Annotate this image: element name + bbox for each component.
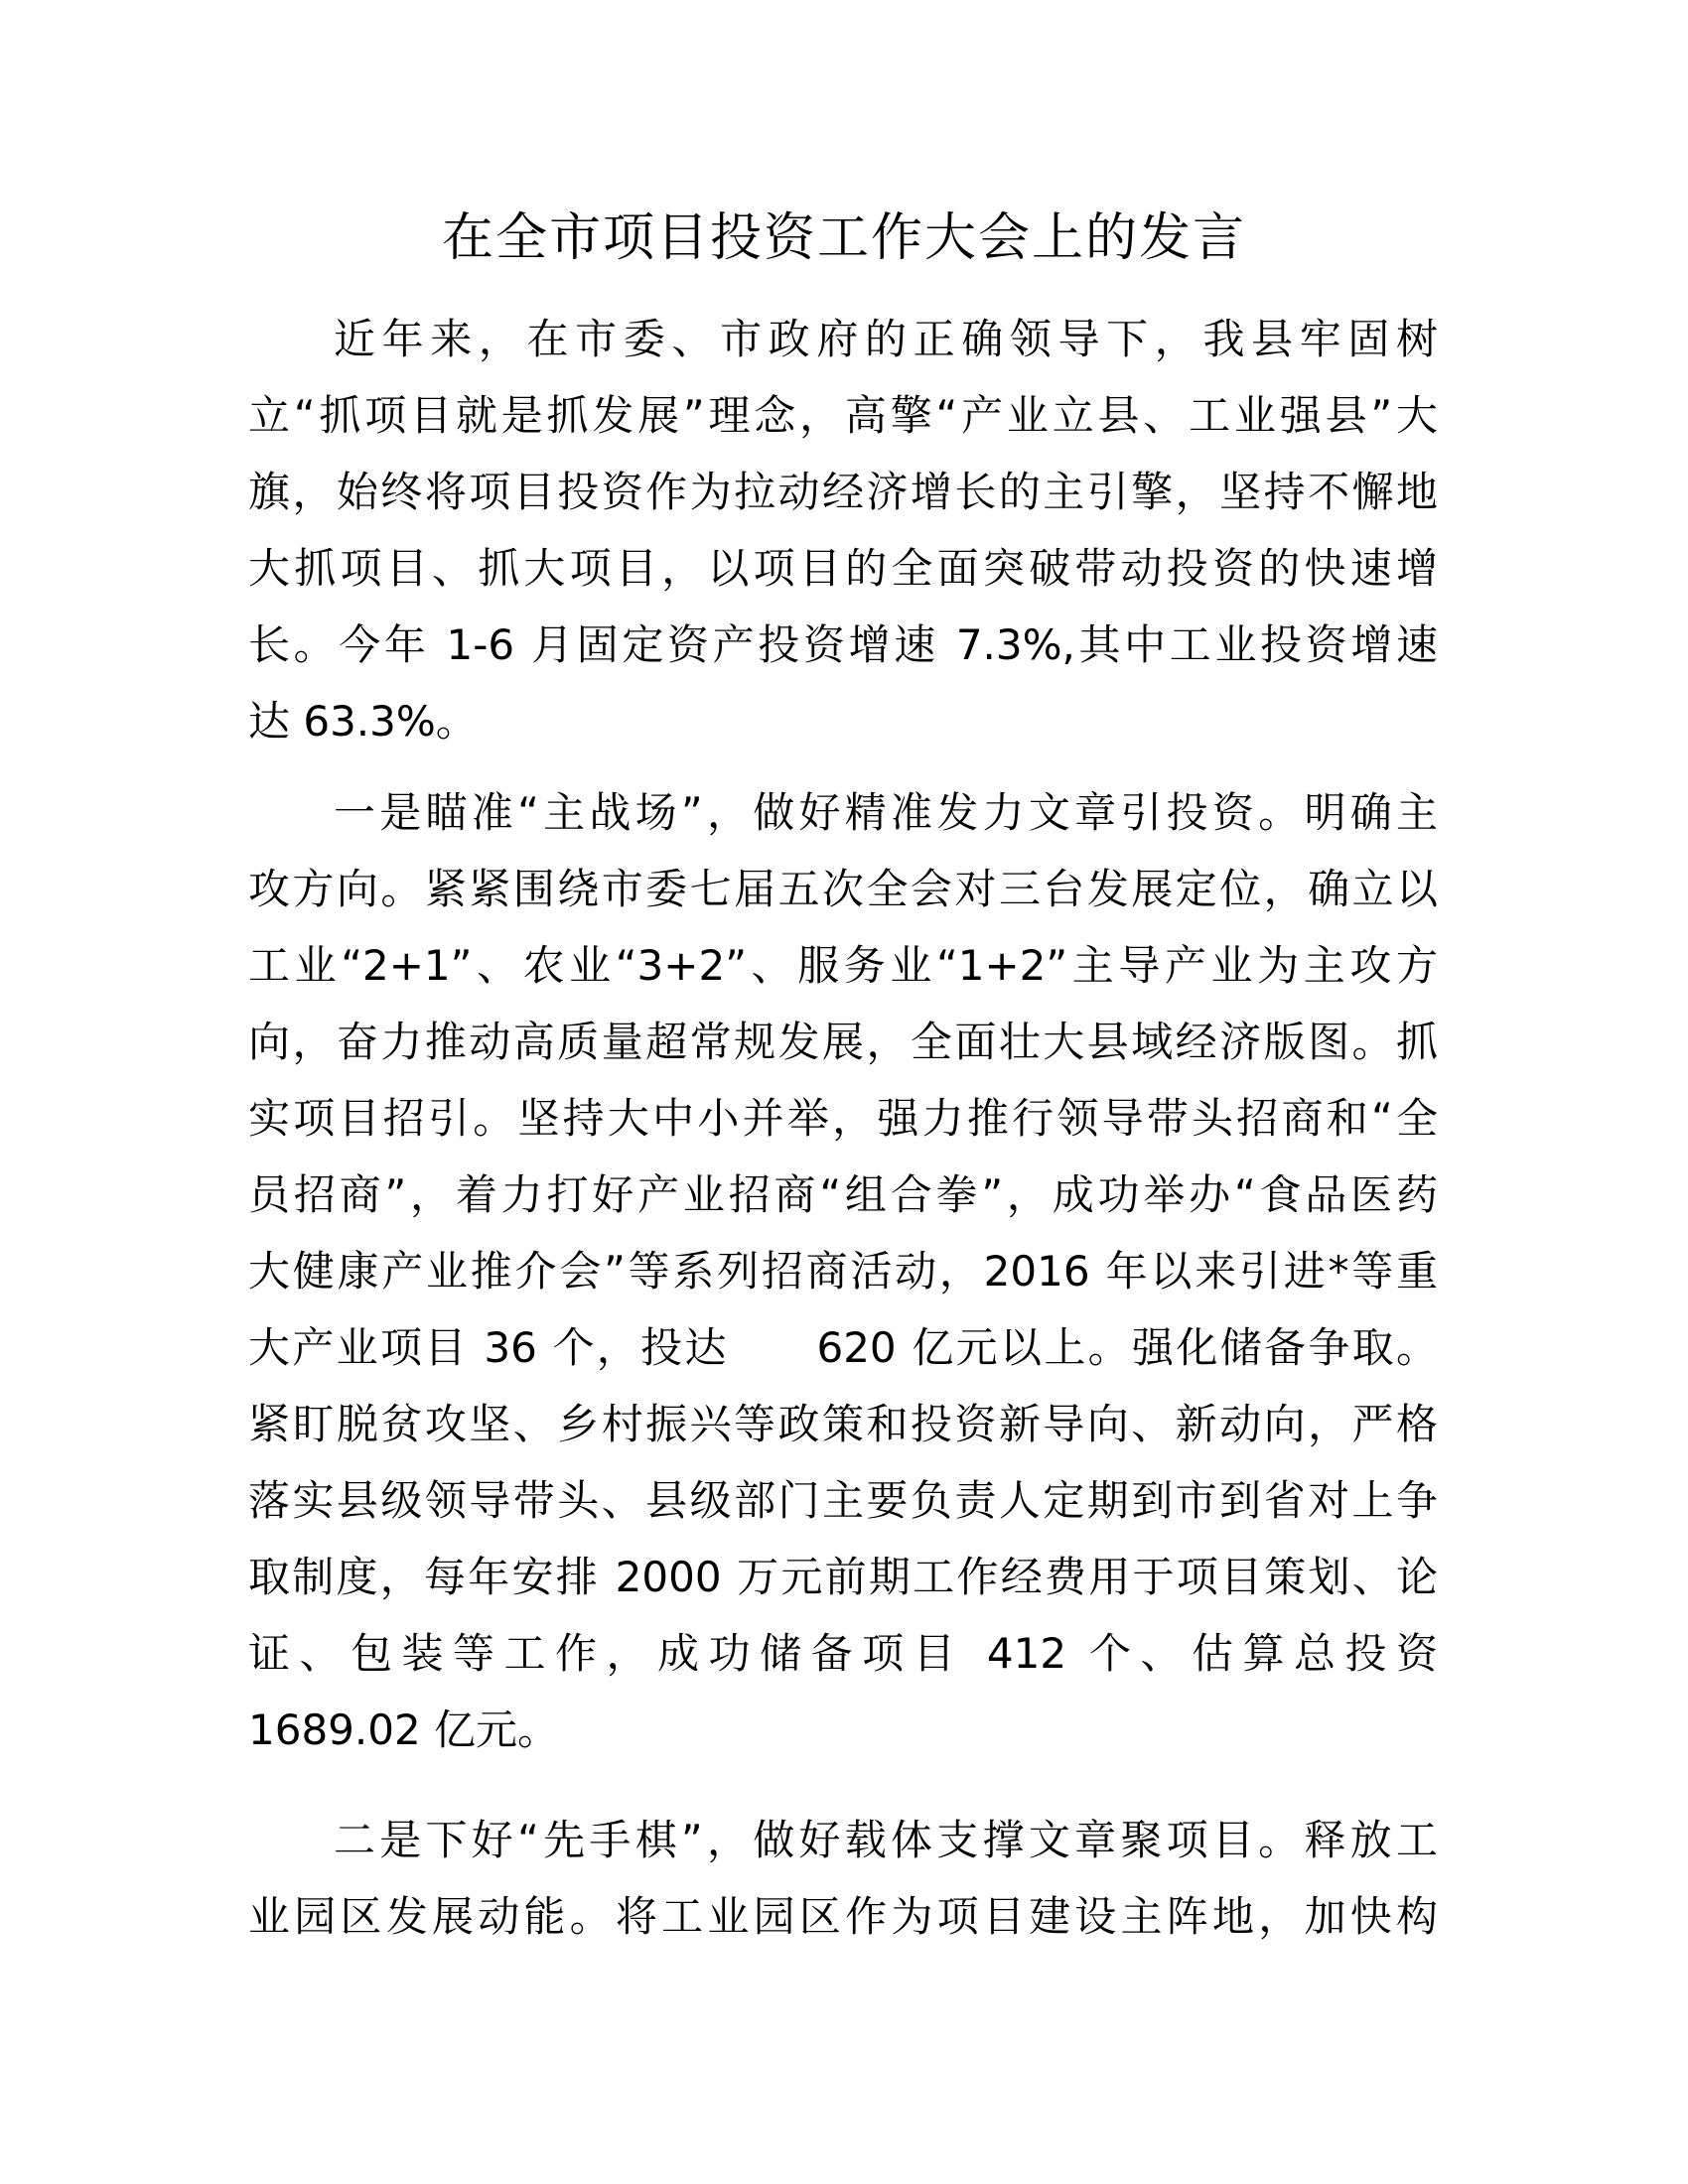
paragraph-line: 实项目招引。坚持大中小并举，强力推行领导带头招商和“全 (248, 1094, 1438, 1143)
paragraph-line: 旗，始终将项目投资作为拉动经济增长的主引擎，坚持不懈地 (248, 468, 1438, 516)
paragraph-line: 落实县级领导带头、县级部门主要负责人定期到市到省对上争 (248, 1476, 1438, 1525)
paragraph-line: 大健康产业推介会”等系列招商活动，2016 年以来引进*等重 (248, 1247, 1438, 1296)
paragraph-line: 攻方向。紧紧围绕市委七届五次全会对三台发展定位，确立以 (248, 865, 1438, 913)
paragraph-line: 大产业项目 36 个，投达 620 亿元以上。强化储备争取。 (248, 1323, 1438, 1372)
paragraph-line: 立“抓项目就是抓发展”理念，高擎“产业立县、工业强县”大 (248, 391, 1438, 440)
paragraph-line: 取制度，每年安排 2000 万元前期工作经费用于项目策划、论 (248, 1553, 1438, 1601)
paragraph-section-two (248, 1802, 1438, 1955)
paragraph-line: 紧盯脱贫攻坚、乡村振兴等政策和投资新导向、新动向，严格 (248, 1400, 1438, 1448)
paragraph-line: 二是下好“先手棋”，做好载体支撑文章聚项目。释放工 (334, 1816, 1438, 1864)
paragraph-line: 员招商”，着力打好产业招商“组合拳”，成功举办“食品医药 (248, 1170, 1438, 1219)
paragraph-intro (248, 301, 1438, 759)
paragraph-section-one (248, 774, 1438, 1768)
paragraph-line: 长。今年 1-6 月固定资产投资增速 7.3%,其中工业投资增速 (248, 620, 1438, 669)
paragraph-line: 大抓项目、抓大项目，以项目的全面突破带动投资的快速增 (248, 544, 1438, 593)
paragraph-line: 达 63.3%。 (248, 697, 478, 746)
document-title: 在全市项目投资工作大会上的发言 (441, 208, 1246, 268)
paragraph-line: 近年来，在市委、市政府的正确领导下，我县牢固树 (334, 315, 1438, 363)
paragraph-line: 证、包装等工作，成功储备项目 412 个、估算总投资 (248, 1629, 1438, 1678)
paragraph-line: 一是瞄准“主战场”，做好精准发力文章引投资。明确主 (334, 788, 1438, 837)
paragraph-line: 向，奋力推动高质量超常规发展，全面壮大县域经济版图。抓 (248, 1018, 1438, 1066)
paragraph-line: 1689.02 亿元。 (248, 1706, 560, 1754)
paragraph-line: 工业“2+1”、农业“3+2”、服务业“1+2”主导产业为主攻方 (248, 941, 1438, 990)
paragraph-line: 业园区发展动能。将工业园区作为项目建设主阵地，加快构 (248, 1892, 1438, 1941)
